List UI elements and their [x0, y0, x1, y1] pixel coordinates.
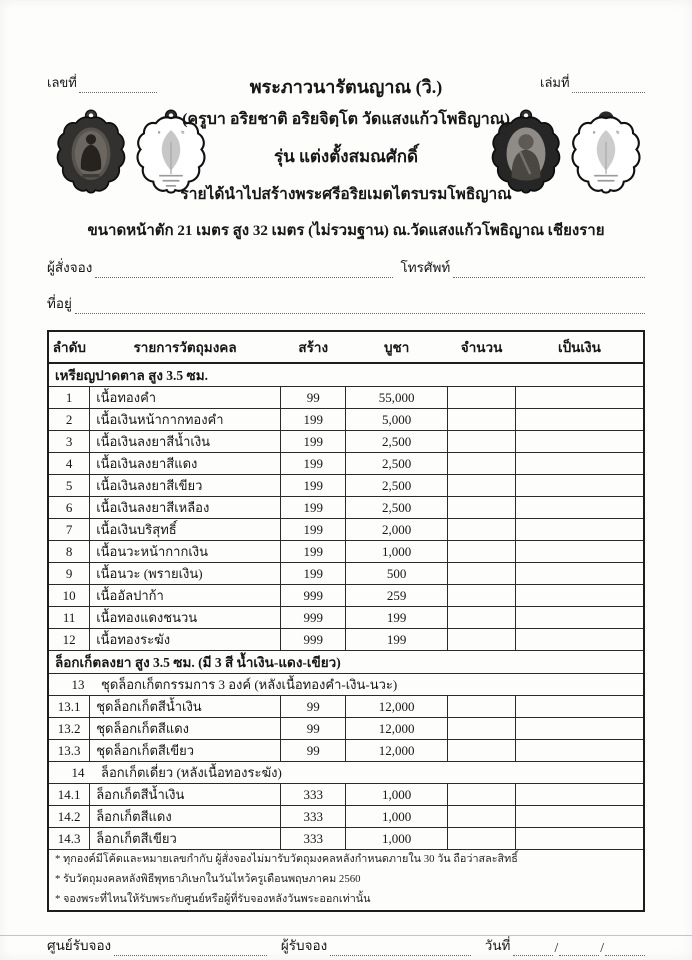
table-body — [48, 363, 644, 911]
orderer-line — [47, 256, 645, 278]
subtitle-dimensions: ขนาดหน้าตัก 21 เมตร สูง 32 เมตร (ไม่รวมฐาน) ณ.วัดแสงแก้วโพธิญาณ เชียงราย — [87, 223, 605, 239]
item-order-qty-blank — [447, 607, 516, 629]
group-title — [48, 762, 644, 784]
item-number: 10 — [48, 585, 90, 607]
item-made-qty: 199 — [280, 453, 346, 475]
item-price: 2,500 — [346, 431, 447, 453]
item-name: ชุดล็อกเก็ตสีเขียว — [90, 740, 281, 762]
item-number: 13.2 — [48, 718, 90, 740]
item-name: ล็อกเก็ตสีแดง — [90, 806, 281, 828]
item-made-qty: 199 — [280, 497, 346, 519]
item-number: 2 — [48, 409, 90, 431]
phone-blank — [453, 263, 645, 278]
item-order-qty-blank — [447, 806, 516, 828]
item-row — [48, 409, 644, 431]
item-name: เนื้อเงินบริสุทธิ์ — [90, 519, 281, 541]
item-amount-blank — [516, 409, 644, 431]
item-name: เนื้อนวะหน้ากากเงิน — [90, 541, 281, 563]
item-price: 12,000 — [346, 718, 447, 740]
date-year-blank — [605, 941, 645, 956]
item-amount-blank — [516, 541, 644, 563]
item-amount-blank — [516, 629, 644, 651]
item-order-qty-blank — [447, 453, 516, 475]
item-name: เนื้อเงินลงยาสีแดง — [90, 453, 281, 475]
item-made-qty: 99 — [280, 718, 346, 740]
group-number: 14 — [71, 765, 85, 780]
item-made-qty: 199 — [280, 475, 346, 497]
item-row — [48, 453, 644, 475]
item-amount-blank — [516, 607, 644, 629]
item-name: เนื้อเงินลงยาสีเขียว — [90, 475, 281, 497]
item-amount-blank — [516, 563, 644, 585]
item-made-qty: 99 — [280, 696, 346, 718]
item-row — [48, 607, 644, 629]
group-text: ชุดล็อกเก็ตกรรมการ 3 องค์ (หลังเนื้อทองคำ-เงิน-นวะ) — [101, 677, 398, 692]
item-row — [48, 387, 644, 409]
column-header-3: บูชา — [346, 331, 447, 363]
section-title: เหรียญปาดตาล สูง 3.5 ซม. — [48, 363, 644, 387]
item-name: เนื้อเงินหน้ากากทองคำ — [90, 409, 281, 431]
item-made-qty: 999 — [280, 607, 346, 629]
item-row — [48, 475, 644, 497]
item-number: 7 — [48, 519, 90, 541]
item-name: ชุดล็อกเก็ตสีแดง — [90, 718, 281, 740]
svg-text:๑: ๑ — [592, 129, 596, 136]
item-order-qty-blank — [447, 585, 516, 607]
item-amount-blank — [516, 718, 644, 740]
document-number-field — [47, 72, 157, 93]
item-row — [48, 718, 644, 740]
item-order-qty-blank — [447, 563, 516, 585]
item-made-qty: 333 — [280, 806, 346, 828]
item-made-qty: 199 — [280, 519, 346, 541]
item-row — [48, 497, 644, 519]
svg-text:๒: ๒ — [616, 129, 620, 136]
item-made-qty: 333 — [280, 828, 346, 850]
item-made-qty: 999 — [280, 629, 346, 651]
item-amount-blank — [516, 828, 644, 850]
item-number: 13.1 — [48, 696, 90, 718]
item-number: 8 — [48, 541, 90, 563]
document-number-label: เลขที่ — [47, 75, 77, 90]
item-order-qty-blank — [447, 629, 516, 651]
item-row — [48, 629, 644, 651]
item-number: 14.2 — [48, 806, 90, 828]
document-number-blank — [79, 78, 157, 93]
date-slash: / — [600, 939, 604, 955]
item-name: เนื้อเงินลงยาสีเหลือง — [90, 497, 281, 519]
booking-center-blank — [114, 941, 267, 956]
item-row — [48, 740, 644, 762]
group-title — [48, 674, 644, 696]
item-amount-blank — [516, 387, 644, 409]
column-header-0: ลำดับ — [48, 331, 90, 363]
section-title: ล็อกเก็ตลงยา สูง 3.5 ซม. (มี 3 สี น้ำเงิน-แดง-เขียว) — [48, 651, 644, 674]
item-price: 2,500 — [346, 475, 447, 497]
item-order-qty-blank — [447, 387, 516, 409]
item-order-qty-blank — [447, 740, 516, 762]
item-amount-blank — [516, 431, 644, 453]
note-line-2: * รับวัตถุมงคลหลังพิธีพุทธาภิเษกในวันไหว้ครูเดือนพฤษภาคม 2560 — [55, 872, 361, 885]
item-order-qty-blank — [447, 718, 516, 740]
item-price: 12,000 — [346, 740, 447, 762]
item-order-qty-blank — [447, 541, 516, 563]
item-amount-blank — [516, 475, 644, 497]
item-made-qty: 199 — [280, 431, 346, 453]
column-header-1: รายการวัตถุมงคล — [90, 331, 281, 363]
note-line-1: * ทุกองค์มีโค้ดและหมายเลขกำกับ ผู้สั่งจองไม่มารับวัตถุมงคลหลังกำหนดภายใน 30 วัน ถือว่าสละสิทธิ์ — [55, 853, 518, 865]
item-price: 199 — [346, 607, 447, 629]
item-order-qty-blank — [447, 409, 516, 431]
notes-row — [48, 850, 644, 911]
date-label: วันที่ — [484, 937, 511, 953]
subtitle-purpose: รายได้นำไปสร้างพระศรีอริยเมตไตรบรมโพธิญาณ — [180, 186, 512, 203]
item-made-qty: 999 — [280, 585, 346, 607]
group-row — [48, 762, 644, 784]
item-order-qty-blank — [447, 475, 516, 497]
book-number-field — [540, 72, 645, 93]
item-price: 199 — [346, 629, 447, 651]
item-name: ล็อกเก็ตสีน้ำเงิน — [90, 784, 281, 806]
item-price: 2,500 — [346, 453, 447, 475]
item-number: 12 — [48, 629, 90, 651]
book-number-label: เล่มที่ — [540, 75, 570, 90]
item-number: 14.1 — [48, 784, 90, 806]
item-order-qty-blank — [447, 828, 516, 850]
item-name: ชุดล็อกเก็ตสีน้ำเงิน — [90, 696, 281, 718]
item-name: ล็อกเก็ตสีเขียว — [90, 828, 281, 850]
orderer-blank — [95, 263, 392, 278]
orderer-label: ผู้สั่งจอง — [47, 260, 93, 275]
item-number: 11 — [48, 607, 90, 629]
group-row — [48, 674, 644, 696]
item-made-qty: 199 — [280, 563, 346, 585]
item-name: เนื้อทองคำ — [90, 387, 281, 409]
signature-line — [47, 934, 645, 956]
item-amount-blank — [516, 585, 644, 607]
item-made-qty: 99 — [280, 387, 346, 409]
item-price: 1,000 — [346, 784, 447, 806]
item-price: 2,000 — [346, 519, 447, 541]
item-amount-blank — [516, 784, 644, 806]
item-price: 5,000 — [346, 409, 447, 431]
receiver-blank — [330, 941, 471, 956]
table-header-row — [48, 331, 644, 363]
item-row — [48, 519, 644, 541]
item-name: เนื้ออัลปาก้า — [90, 585, 281, 607]
svg-text:๒: ๒ — [181, 129, 185, 136]
item-price: 1,000 — [346, 828, 447, 850]
item-name: เนื้อเงินลงยาสีน้ำเงิน — [90, 431, 281, 453]
item-number: 4 — [48, 453, 90, 475]
date-month-blank — [559, 941, 599, 956]
item-price: 12,000 — [346, 696, 447, 718]
note-line-3: * จองพระที่ไหนให้รับพระกับศูนย์หรือผู้ที่รับจองหลังวันพระออกเท่านั้น — [55, 892, 371, 905]
item-number: 5 — [48, 475, 90, 497]
svg-text:๑: ๑ — [157, 129, 161, 136]
item-row — [48, 806, 644, 828]
item-amount-blank — [516, 696, 644, 718]
item-row — [48, 431, 644, 453]
receiver-label: ผู้รับจอง — [280, 937, 328, 953]
group-number: 13 — [71, 677, 85, 692]
item-price: 1,000 — [346, 541, 447, 563]
phone-label: โทรศัพท์ — [400, 260, 451, 275]
item-order-qty-blank — [447, 431, 516, 453]
booking-center-label: ศูนย์รับจอง — [47, 937, 112, 953]
item-amount-blank — [516, 519, 644, 541]
item-order-qty-blank — [447, 784, 516, 806]
item-number: 6 — [48, 497, 90, 519]
item-number: 3 — [48, 431, 90, 453]
item-price: 259 — [346, 585, 447, 607]
item-price: 2,500 — [346, 497, 447, 519]
item-made-qty: 199 — [280, 409, 346, 431]
address-line — [47, 292, 645, 314]
date-slash: / — [554, 939, 559, 955]
subtitle-edition: รุ่น แต่งตั้งสมณศักดิ์ — [273, 147, 419, 166]
column-header-5: เป็นเงิน — [516, 331, 644, 363]
order-table — [47, 330, 645, 912]
section-row — [48, 651, 644, 674]
item-row — [48, 563, 644, 585]
item-number: 13.3 — [48, 740, 90, 762]
item-row — [48, 585, 644, 607]
item-order-qty-blank — [447, 519, 516, 541]
group-text: ล็อกเก็ตเดี่ยว (หลังเนื้อทองระฆัง) — [101, 765, 282, 780]
item-number: 14.3 — [48, 828, 90, 850]
item-row — [48, 784, 644, 806]
item-made-qty: 99 — [280, 740, 346, 762]
item-row — [48, 696, 644, 718]
item-number: 1 — [48, 387, 90, 409]
subtitle-monk-name: (ครูบา อริยชาติ อริยจิตฺโต วัดแสงแก้วโพธิญาณ) — [182, 111, 510, 128]
item-made-qty: 333 — [280, 784, 346, 806]
item-number: 9 — [48, 563, 90, 585]
address-label: ที่อยู่ — [47, 296, 72, 311]
item-name: เนื้อทองแดงชนวน — [90, 607, 281, 629]
book-number-blank — [572, 78, 645, 93]
item-made-qty: 199 — [280, 541, 346, 563]
section-row — [48, 363, 644, 387]
item-amount-blank — [516, 740, 644, 762]
item-price: 55,000 — [346, 387, 447, 409]
notes-block — [48, 850, 644, 911]
item-name: เนื้อนวะ (พรายเงิน) — [90, 563, 281, 585]
item-row — [48, 541, 644, 563]
item-price: 500 — [346, 563, 447, 585]
item-amount-blank — [516, 806, 644, 828]
item-price: 1,000 — [346, 806, 447, 828]
item-name: เนื้อทองระฆัง — [90, 629, 281, 651]
page-scan-edge — [0, 935, 692, 936]
column-header-2: สร้าง — [280, 331, 346, 363]
item-order-qty-blank — [447, 696, 516, 718]
column-header-4: จำนวน — [447, 331, 516, 363]
address-blank — [75, 299, 645, 314]
date-day-blank — [513, 941, 553, 956]
item-row — [48, 828, 644, 850]
item-amount-blank — [516, 497, 644, 519]
item-amount-blank — [516, 453, 644, 475]
item-order-qty-blank — [447, 497, 516, 519]
page-title: พระภาวนารัตนญาณ (วิ.) — [249, 77, 443, 97]
